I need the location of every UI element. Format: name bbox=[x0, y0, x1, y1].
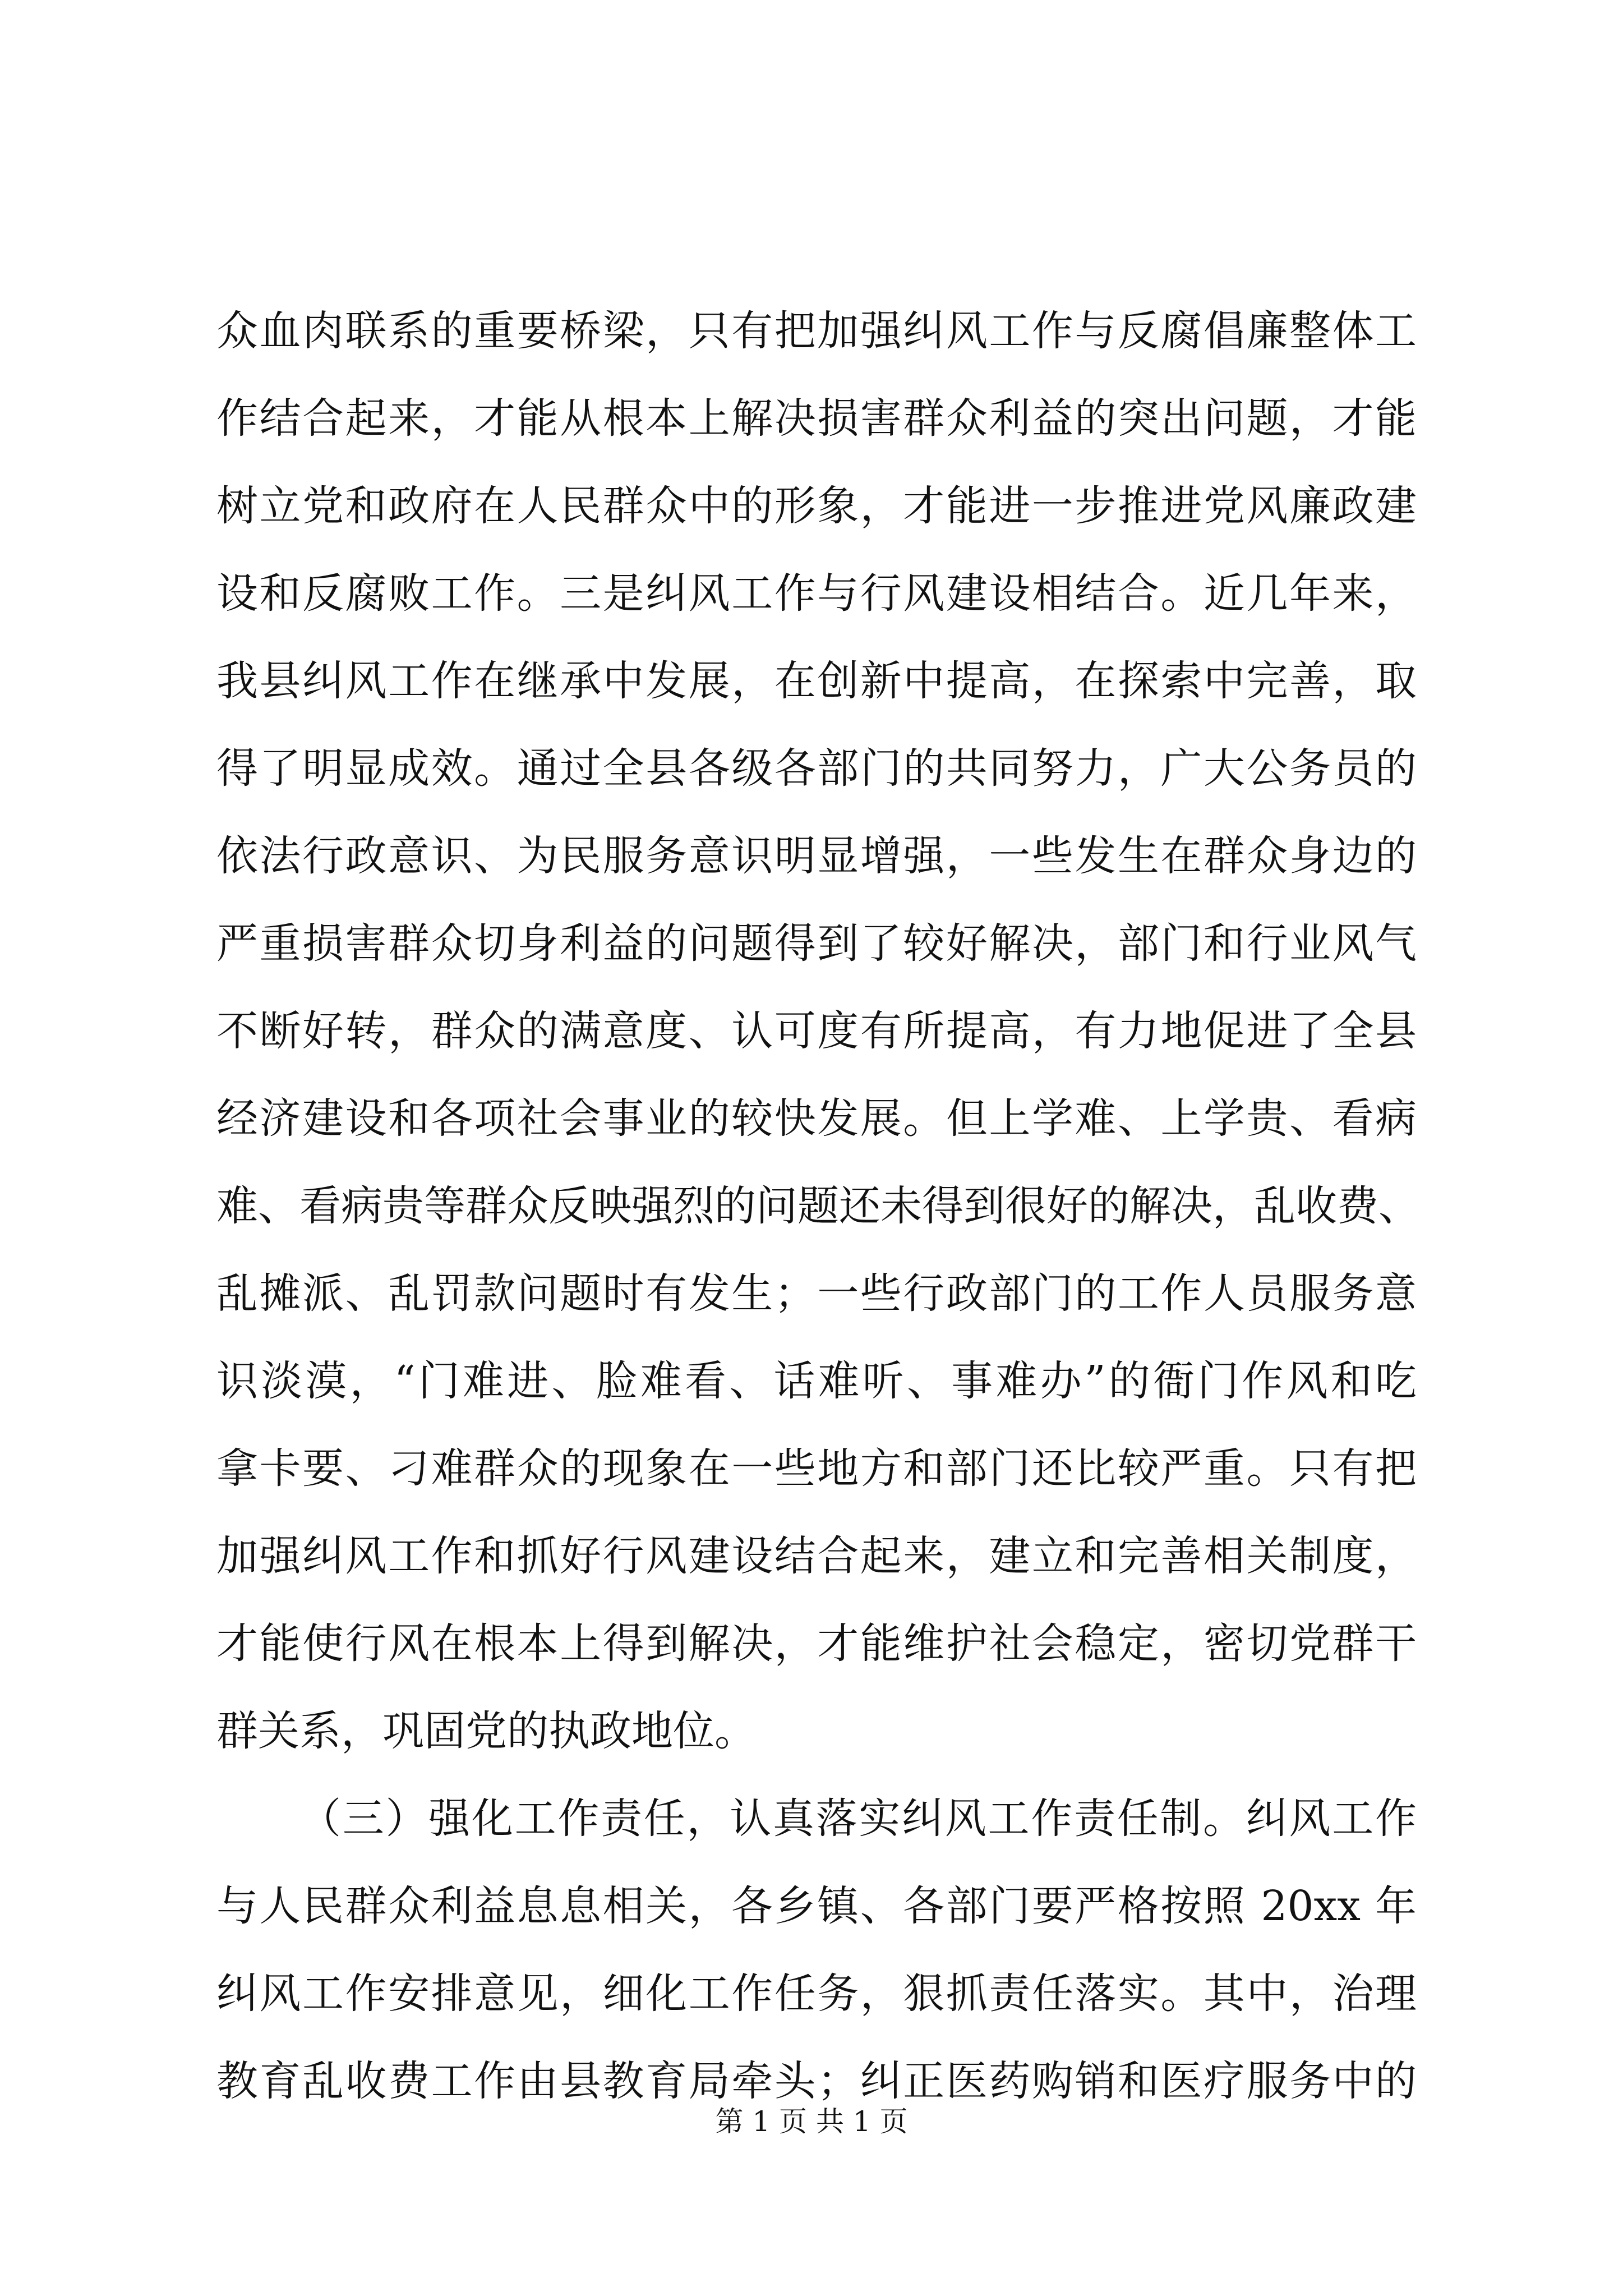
section-heading-line: （三）强化工作责任，认真落实纠风工作责任制。纠风工作 bbox=[299, 1795, 1417, 1843]
text-line: 众血肉联系的重要桥梁，只有把加强纠风工作与反腐倡廉整体工 bbox=[216, 307, 1417, 355]
text-line: 纠风工作安排意见，细化工作任务，狠抓责任落实。其中，治理 bbox=[216, 1970, 1417, 2018]
page-number-footer: 第 1 页 共 1 页 bbox=[715, 2105, 908, 2138]
text-line: 得了明显成效。通过全县各级各部门的共同努力，广大公务员的 bbox=[216, 744, 1417, 793]
text-line: 经济建设和各项社会事业的较快发展。但上学难、上学贵、看病 bbox=[216, 1094, 1417, 1143]
paragraph-last-line: 群关系，巩固党的执政地位。 bbox=[216, 1707, 756, 1755]
text-line: 我县纠风工作在继承中发展，在创新中提高，在探索中完善，取 bbox=[216, 657, 1417, 705]
text-line: 才能使行风在根本上得到解决，才能维护社会稳定，密切党群干 bbox=[216, 1619, 1417, 1668]
text-line: 设和反腐败工作。三是纠风工作与行风建设相结合。近几年来， bbox=[216, 569, 1417, 618]
text-line: 作结合起来，才能从根本上解决损害群众利益的突出问题，才能 bbox=[216, 394, 1417, 443]
text-line: 拿卡要、刁难群众的现象在一些地方和部门还比较严重。只有把 bbox=[216, 1444, 1417, 1493]
text-line: 难、看病贵等群众反映强烈的问题还未得到很好的解决，乱收费、 bbox=[216, 1182, 1420, 1230]
text-line: 加强纠风工作和抓好行风建设结合起来，建立和完善相关制度， bbox=[216, 1532, 1417, 1580]
text-line: 教育乱收费工作由县教育局牵头；纠正医药购销和医疗服务中的 bbox=[216, 2057, 1417, 2105]
text-line: 依法行政意识、为民服务意识明显增强，一些发生在群众身边的 bbox=[216, 832, 1417, 880]
text-line: 识淡漠，“门难进、脸难看、话难听、事难办”的衙门作风和吃 bbox=[216, 1357, 1417, 1405]
text-line: 树立党和政府在人民群众中的形象，才能进一步推进党风廉政建 bbox=[216, 482, 1417, 530]
text-line: 不断好转，群众的满意度、认可度有所提高，有力地促进了全县 bbox=[216, 1007, 1417, 1055]
text-line: 严重损害群众切身利益的问题得到了较好解决，部门和行业风气 bbox=[216, 919, 1417, 968]
text-line: 乱摊派、乱罚款问题时有发生；一些行政部门的工作人员服务意 bbox=[216, 1269, 1417, 1318]
document-body bbox=[216, 287, 1420, 2125]
text-line: 与人民群众利益息息相关，各乡镇、各部门要严格按照 20xx 年 bbox=[216, 1882, 1417, 1930]
